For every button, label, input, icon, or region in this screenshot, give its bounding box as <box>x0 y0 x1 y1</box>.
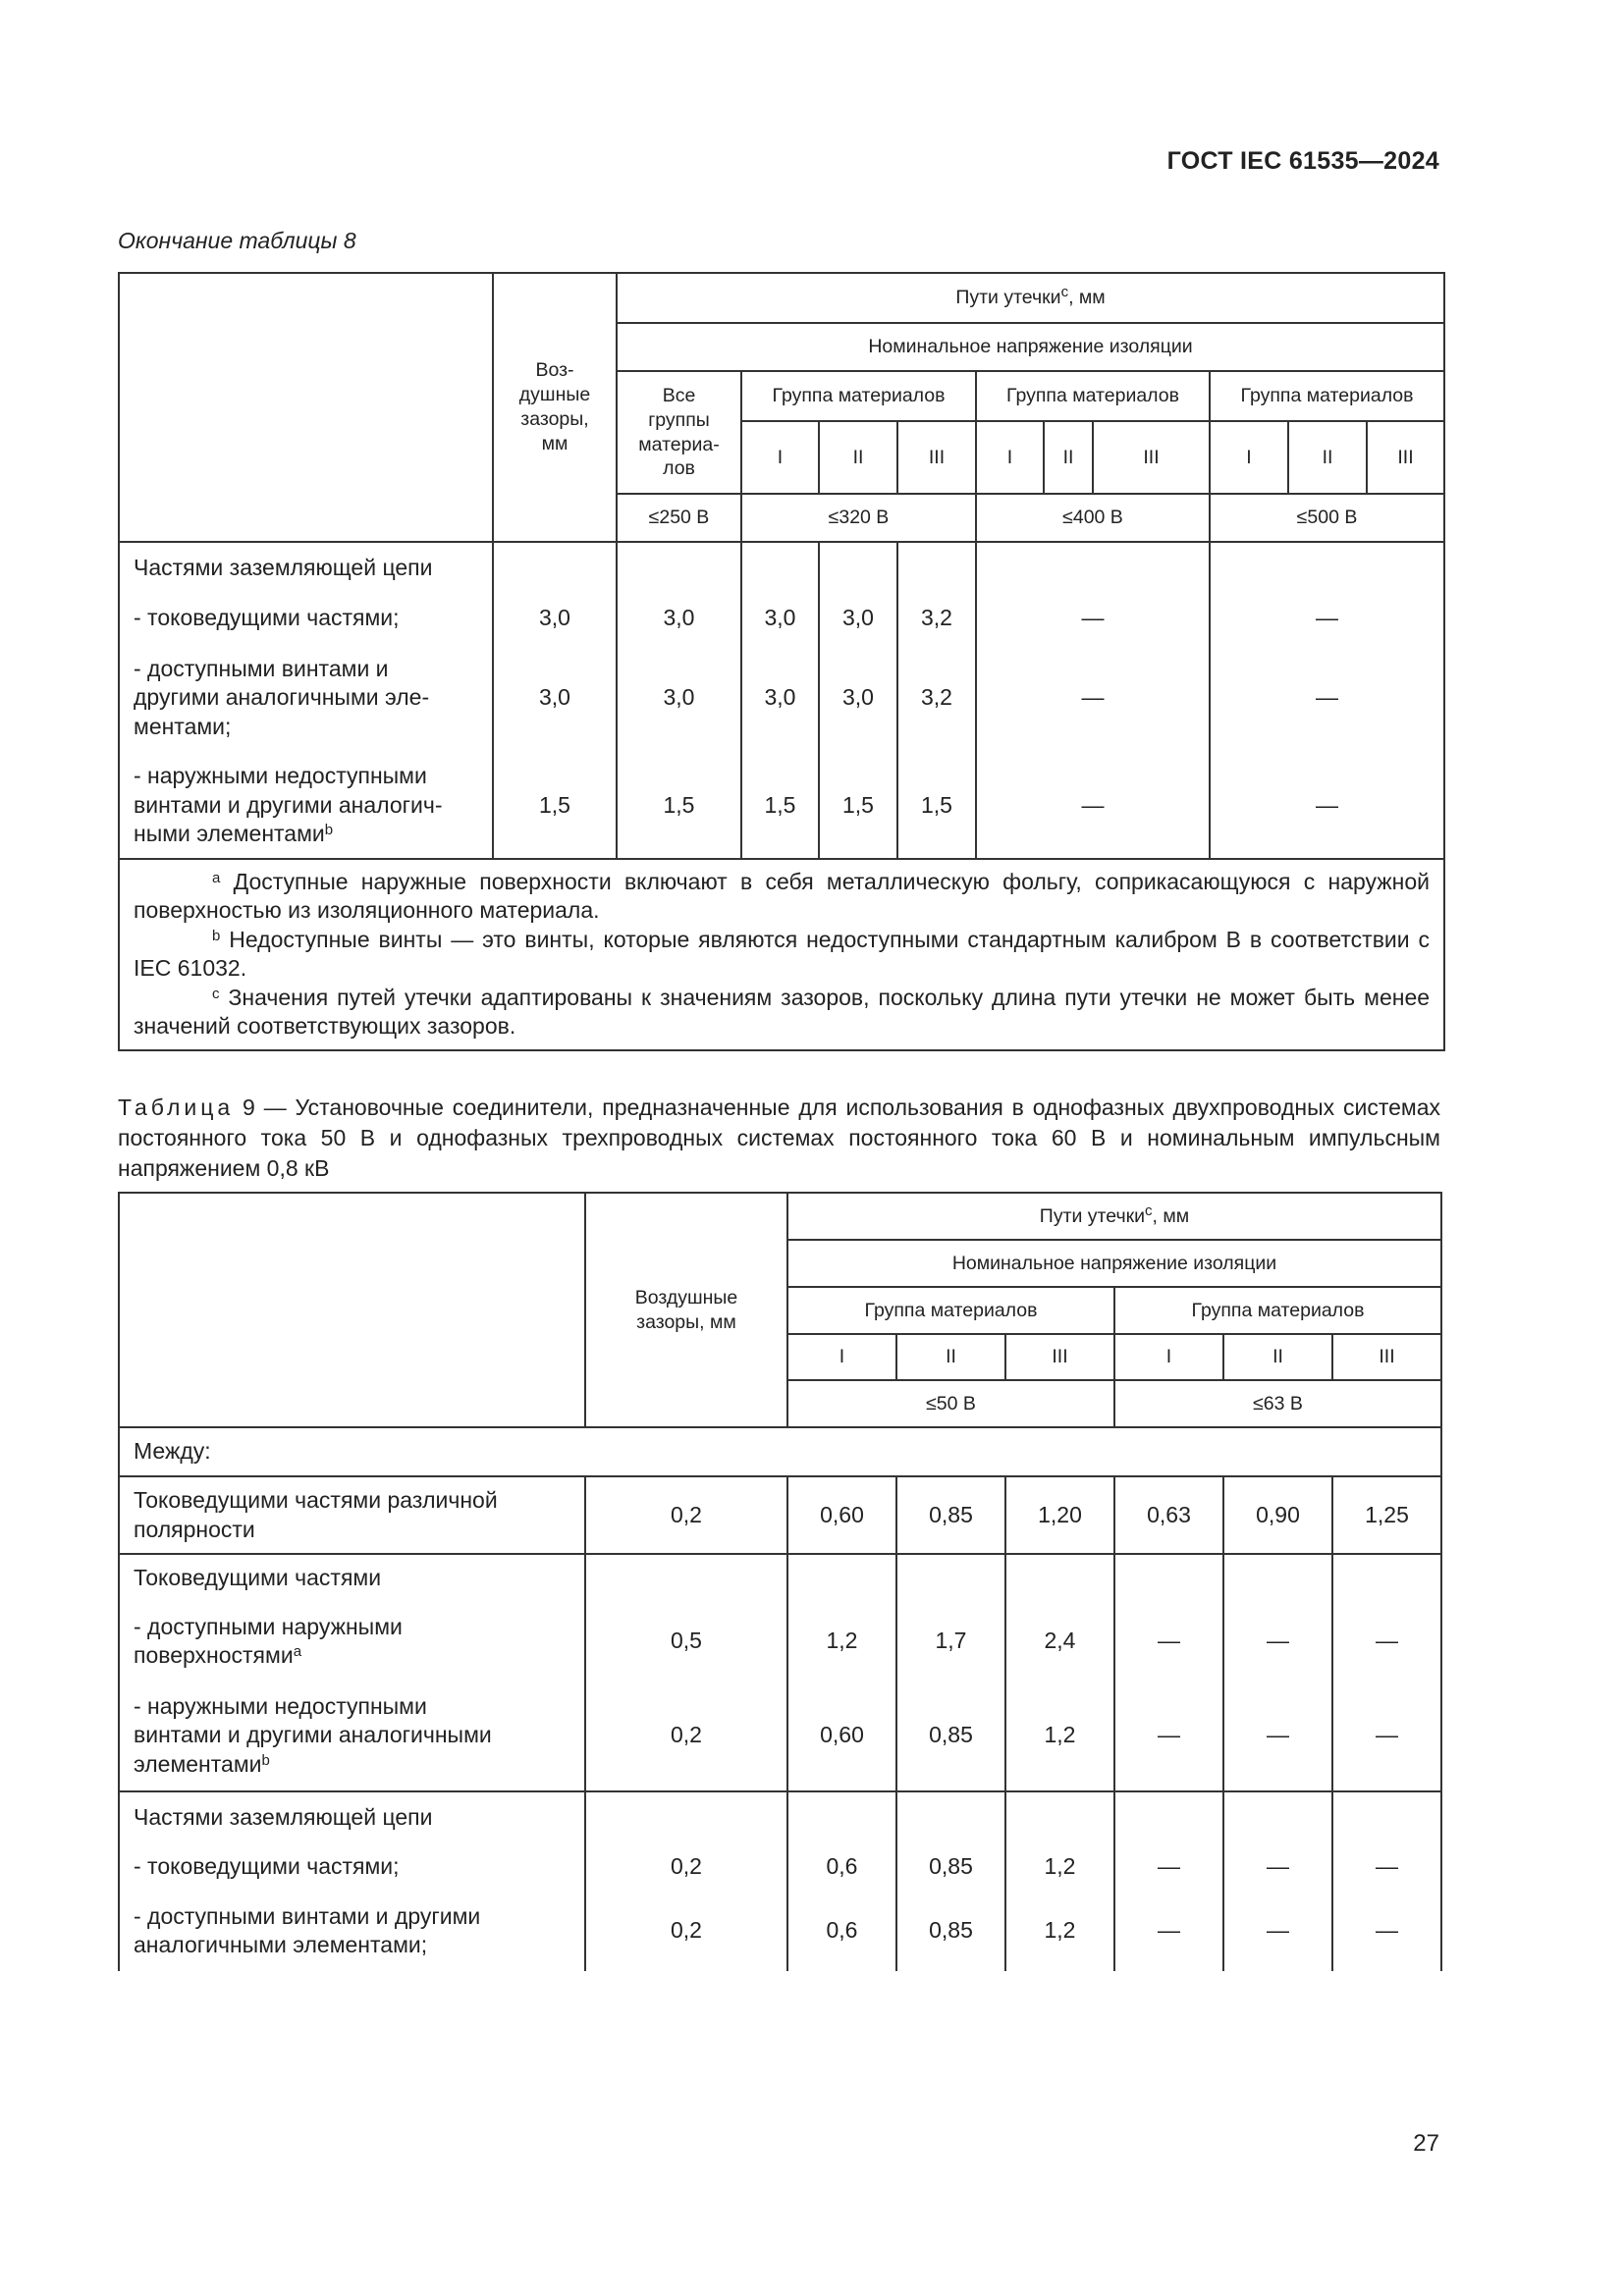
value-column: 0,6 0,6 <box>787 1791 896 1971</box>
clearance-header: Воздушные зазоры, мм <box>585 1193 787 1427</box>
group-roman: I <box>1114 1334 1223 1380</box>
value-cell: 1,20 <box>1005 1476 1114 1554</box>
section-label: Частями заземляющей цепи <box>134 555 433 580</box>
clearance-column: 3,0 3,0 1,5 <box>493 542 617 859</box>
material-group-header: Группа материалов <box>741 371 976 421</box>
value-column: — — <box>1332 1554 1441 1791</box>
table-8 <box>118 272 1445 1051</box>
voltage-header: ≤50 В <box>787 1380 1114 1427</box>
value-column: 1,2 1,2 <box>1005 1791 1114 1971</box>
voltage-header: ≤500 В <box>1210 494 1444 542</box>
between-row: Между: <box>119 1427 1441 1476</box>
voltage-400-column: — — — <box>976 542 1210 859</box>
material-group-header: Группа материалов <box>1114 1287 1441 1334</box>
table-9-caption: Таблица 9 — Установочные соединители, предназначенные для использования в однофазных двухпроводных системах постоянного тока 50 В и однофазных трехпроводных системах постоянного тока 60 В и номинальным импульсным напряжением 0,8 кВ <box>118 1095 1440 1181</box>
table-8-continuation-caption: Окончание таблицы 8 <box>118 228 356 253</box>
row-label-earth-circuit <box>119 1791 585 1971</box>
header-blank-cell <box>119 273 493 542</box>
value-cell: 0,63 <box>1114 1476 1223 1554</box>
group-roman: III <box>897 421 976 494</box>
value-column: — — <box>1223 1791 1332 1971</box>
value-column: 0,85 0,85 <box>896 1791 1005 1971</box>
group-roman: II <box>819 421 897 494</box>
section-label: Частями заземляющей цепи <box>134 1804 433 1831</box>
voltage-header: ≤63 В <box>1114 1380 1441 1427</box>
creepage-header: Пути утечки$^c$, мм <box>617 273 1444 323</box>
all-groups-column: 3,0 3,0 1,5 <box>617 542 741 859</box>
value-column: 0,2 0,2 <box>585 1791 787 1971</box>
group-roman: II <box>1223 1334 1332 1380</box>
creepage-header: Пути утечки$^c$, мм <box>787 1193 1441 1240</box>
group-roman: I <box>1210 421 1288 494</box>
voltage-500-column: — — — <box>1210 542 1444 859</box>
group-ii-column: 3,0 3,0 1,5 <box>819 542 897 859</box>
row-label: - доступными винтами и другими аналогичными эле- ментами; <box>134 655 430 739</box>
row-label-earth-circuit <box>119 542 493 859</box>
rated-voltage-header: Номинальное напряжение изоляции <box>617 323 1444 371</box>
material-group-header: Группа материалов <box>1210 371 1444 421</box>
rated-voltage-header: Номинальное напряжение изоляции <box>787 1240 1441 1287</box>
value-column: — — <box>1114 1791 1223 1971</box>
header-blank-cell <box>119 1193 585 1427</box>
group-roman: I <box>787 1334 896 1380</box>
group-i-column: 3,0 3,0 1,5 <box>741 542 819 859</box>
voltage-header: ≤250 В <box>617 494 741 542</box>
group-roman: I <box>741 421 819 494</box>
table-notes <box>119 859 1444 1050</box>
group-roman: I <box>976 421 1044 494</box>
group-roman: III <box>1093 421 1210 494</box>
voltage-header: ≤320 В <box>741 494 976 542</box>
note-c: $^c$ Значения путей утечки адаптированы к значениям зазоров, поскольку длина пути утечки не может быть менее значений соответствующих зазоров. <box>134 984 1431 1040</box>
section-label: Токоведущими частями <box>134 1565 382 1591</box>
material-group-header: Группа материалов <box>787 1287 1114 1334</box>
note-a: $^a$ Доступные наружные поверхности включают в себя металлическую фольгу, соприкасающуюся с наружной поверхностью из изоляционного материала. <box>134 869 1431 924</box>
value-column: 1,7 0,85 <box>896 1554 1005 1791</box>
row-label: - наружными недоступными винтами и другими аналогичными элементами$^b$ <box>134 1692 492 1777</box>
group-roman: III <box>1367 421 1444 494</box>
value-cell: 0,85 <box>896 1476 1005 1554</box>
group-iii-column: 3,2 3,2 1,5 <box>897 542 976 859</box>
value-cell: 1,25 <box>1332 1476 1441 1554</box>
group-roman: II <box>1044 421 1093 494</box>
value-cell: 0,60 <box>787 1476 896 1554</box>
page-number: 27 <box>1413 2130 1439 2157</box>
value-column: 0,5 0,2 <box>585 1554 787 1791</box>
value-column: — — <box>1223 1554 1332 1791</box>
value-cell: 0,2 <box>585 1476 787 1554</box>
value-column: — — <box>1332 1791 1441 1971</box>
group-roman: III <box>1005 1334 1114 1380</box>
group-roman: II <box>1288 421 1367 494</box>
row-label: Токоведущими частями различной полярности <box>119 1476 585 1554</box>
value-column: 1,2 0,60 <box>787 1554 896 1791</box>
row-label: - токоведущими частями; <box>134 604 400 630</box>
row-label: - доступными наружными поверхностями$^a$ <box>134 1613 403 1668</box>
group-roman: III <box>1332 1334 1441 1380</box>
value-column: 2,4 1,2 <box>1005 1554 1114 1791</box>
table-9 <box>118 1192 1442 1971</box>
row-label-live-parts <box>119 1554 585 1791</box>
row-label: - доступными винтами и другими аналогичными элементами; <box>134 1902 481 1957</box>
row-label: - токоведущими частями; <box>134 1853 400 1880</box>
all-groups-header: Все группы материа- лов <box>617 371 741 494</box>
standard-designation: ГОСТ IEC 61535—2024 <box>1166 147 1439 175</box>
voltage-header: ≤400 В <box>976 494 1210 542</box>
group-roman: II <box>896 1334 1005 1380</box>
value-cell: 0,90 <box>1223 1476 1332 1554</box>
clearance-header: Воз- душные зазоры, мм <box>493 273 617 542</box>
note-b: $^b$ Недоступные винты — это винты, которые являются недоступными стандартным калибром В в соответствии с IEC 61032. <box>134 926 1431 982</box>
value-column: — — <box>1114 1554 1223 1791</box>
material-group-header: Группа материалов <box>976 371 1210 421</box>
row-label: - наружными недоступными винтами и другими аналогич- ными элементами$^b$ <box>134 763 443 847</box>
